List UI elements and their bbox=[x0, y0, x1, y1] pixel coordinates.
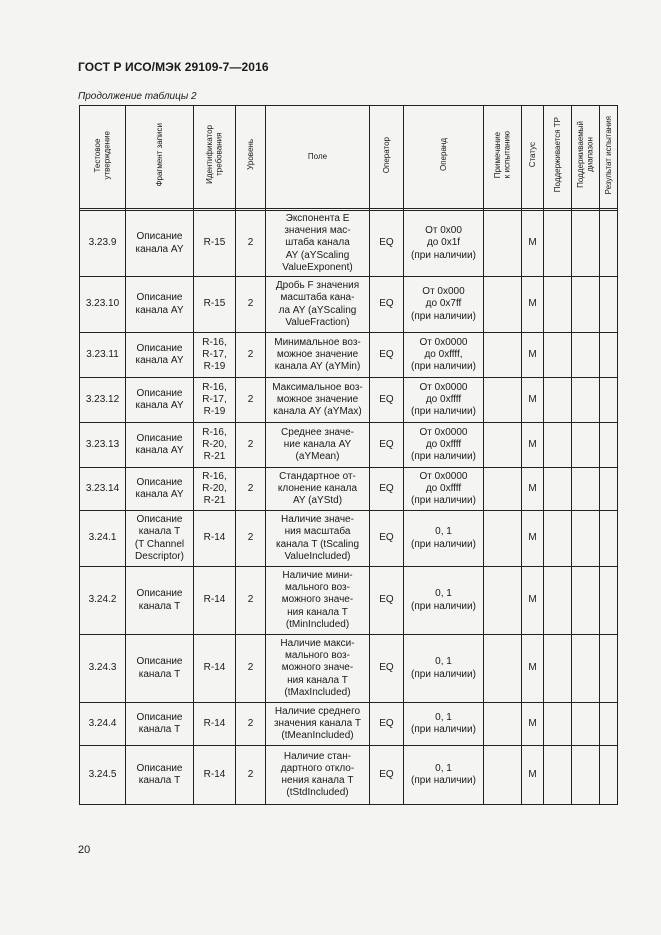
fragment-cell: Описание канала AY bbox=[126, 211, 194, 277]
field-cell: Наличие среднего значения канала T (tMeanIncluded) bbox=[266, 703, 370, 746]
test-id-cell: 3.23.13 bbox=[80, 423, 126, 468]
fragment-cell: Описание канала AY bbox=[126, 333, 194, 378]
tp-support-cell bbox=[544, 511, 572, 567]
note-cell bbox=[484, 746, 522, 805]
note-cell bbox=[484, 333, 522, 378]
requirement-id-cell: R-15 bbox=[194, 277, 236, 333]
table-row bbox=[80, 423, 618, 468]
requirement-id-cell: R-14 bbox=[194, 511, 236, 567]
note-cell bbox=[484, 423, 522, 468]
test-id-cell: 3.24.4 bbox=[80, 703, 126, 746]
operator-cell: EQ bbox=[370, 211, 404, 277]
result-cell bbox=[600, 211, 618, 277]
operator-cell: EQ bbox=[370, 277, 404, 333]
tp-support-cell bbox=[544, 567, 572, 635]
operator-cell: EQ bbox=[370, 746, 404, 805]
column-header bbox=[236, 106, 266, 209]
tp-support-cell bbox=[544, 423, 572, 468]
status-cell: M bbox=[522, 703, 544, 746]
test-id-cell: 3.24.1 bbox=[80, 511, 126, 567]
column-header bbox=[404, 106, 484, 209]
operator-cell: EQ bbox=[370, 378, 404, 423]
operator-cell: EQ bbox=[370, 635, 404, 703]
level-cell: 2 bbox=[236, 211, 266, 277]
range-cell bbox=[572, 378, 600, 423]
requirement-id-cell: R-16, R-20, R-21 bbox=[194, 423, 236, 468]
table-body bbox=[80, 211, 618, 805]
test-id-cell: 3.23.14 bbox=[80, 468, 126, 511]
operator-cell: EQ bbox=[370, 567, 404, 635]
column-header-label: Статус bbox=[527, 142, 537, 168]
fragment-cell: Описание канала AY bbox=[126, 423, 194, 468]
test-id-cell: 3.23.11 bbox=[80, 333, 126, 378]
note-cell bbox=[484, 277, 522, 333]
status-cell: M bbox=[522, 567, 544, 635]
column-header-label: Уровень bbox=[245, 139, 255, 171]
column-header bbox=[370, 106, 404, 209]
operand-cell: 0, 1 (при наличии) bbox=[404, 746, 484, 805]
range-cell bbox=[572, 511, 600, 567]
result-cell bbox=[600, 511, 618, 567]
result-cell bbox=[600, 468, 618, 511]
requirement-id-cell: R-14 bbox=[194, 703, 236, 746]
range-cell bbox=[572, 423, 600, 468]
result-cell bbox=[600, 277, 618, 333]
column-header bbox=[544, 106, 572, 209]
operand-cell: От 0x00 до 0x1f (при наличии) bbox=[404, 211, 484, 277]
tp-support-cell bbox=[544, 333, 572, 378]
status-cell: M bbox=[522, 211, 544, 277]
range-cell bbox=[572, 567, 600, 635]
field-cell: Стандартное от- клонение канала AY (aYStd) bbox=[266, 468, 370, 511]
requirement-id-cell: R-15 bbox=[194, 211, 236, 277]
tp-support-cell bbox=[544, 468, 572, 511]
status-cell: M bbox=[522, 468, 544, 511]
document-header: ГОСТ Р ИСО/МЭК 29109-7—2016 bbox=[78, 60, 269, 74]
tp-support-cell bbox=[544, 277, 572, 333]
column-header-label: Операнд bbox=[438, 138, 448, 172]
level-cell: 2 bbox=[236, 277, 266, 333]
operator-cell: EQ bbox=[370, 333, 404, 378]
column-header bbox=[600, 106, 618, 209]
fragment-cell: Описание канала T bbox=[126, 567, 194, 635]
result-cell bbox=[600, 703, 618, 746]
tp-support-cell bbox=[544, 703, 572, 746]
table-row bbox=[80, 635, 618, 703]
requirements-table bbox=[79, 105, 618, 805]
table-row bbox=[80, 277, 618, 333]
table-row bbox=[80, 211, 618, 277]
test-id-cell: 3.23.12 bbox=[80, 378, 126, 423]
note-cell bbox=[484, 703, 522, 746]
operand-cell: От 0x0000 до 0xffff (при наличии) bbox=[404, 378, 484, 423]
status-cell: M bbox=[522, 423, 544, 468]
column-header-label: Результат испытания bbox=[603, 115, 613, 195]
column-header bbox=[484, 106, 522, 209]
operand-cell: 0, 1 (при наличии) bbox=[404, 567, 484, 635]
note-cell bbox=[484, 468, 522, 511]
operand-cell: 0, 1 (при наличии) bbox=[404, 703, 484, 746]
table-row bbox=[80, 703, 618, 746]
note-cell bbox=[484, 211, 522, 277]
status-cell: M bbox=[522, 746, 544, 805]
field-cell: Наличие стан- дартного откло- нения канала T (tStdIncluded) bbox=[266, 746, 370, 805]
level-cell: 2 bbox=[236, 511, 266, 567]
column-header bbox=[194, 106, 236, 209]
tp-support-cell bbox=[544, 378, 572, 423]
note-cell bbox=[484, 378, 522, 423]
field-cell: Минимальное воз- можное значение канала AY (aYMin) bbox=[266, 333, 370, 378]
operand-cell: 0, 1 (при наличии) bbox=[404, 635, 484, 703]
test-id-cell: 3.24.2 bbox=[80, 567, 126, 635]
range-cell bbox=[572, 635, 600, 703]
field-cell: Экспонента E значения мас- штаба канала AY (aYScaling ValueExponent) bbox=[266, 211, 370, 277]
level-cell: 2 bbox=[236, 703, 266, 746]
column-header-label: Примечание к испытанию bbox=[493, 131, 512, 179]
operand-cell: От 0x0000 до 0xffff (при наличии) bbox=[404, 468, 484, 511]
operand-cell: От 0x0000 до 0xffff, (при наличии) bbox=[404, 333, 484, 378]
level-cell: 2 bbox=[236, 333, 266, 378]
table-row bbox=[80, 567, 618, 635]
level-cell: 2 bbox=[236, 378, 266, 423]
result-cell bbox=[600, 423, 618, 468]
column-header-label: Тестовое утверждение bbox=[93, 130, 112, 180]
note-cell bbox=[484, 511, 522, 567]
range-cell bbox=[572, 703, 600, 746]
table-row bbox=[80, 511, 618, 567]
fragment-cell: Описание канала T (T Channel Descriptor) bbox=[126, 511, 194, 567]
requirement-id-cell: R-14 bbox=[194, 567, 236, 635]
note-cell bbox=[484, 635, 522, 703]
column-header bbox=[522, 106, 544, 209]
column-header bbox=[572, 106, 600, 209]
table-row bbox=[80, 468, 618, 511]
column-header-label: Оператор bbox=[381, 136, 391, 173]
field-cell: Наличие макси- мального воз- можного значе- ния канала T (tMaxIncluded) bbox=[266, 635, 370, 703]
fragment-cell: Описание канала T bbox=[126, 746, 194, 805]
level-cell: 2 bbox=[236, 746, 266, 805]
requirement-id-cell: R-16, R-17, R-19 bbox=[194, 378, 236, 423]
result-cell bbox=[600, 746, 618, 805]
status-cell: M bbox=[522, 333, 544, 378]
fragment-cell: Описание канала AY bbox=[126, 277, 194, 333]
operand-cell: От 0x0000 до 0xffff (при наличии) bbox=[404, 423, 484, 468]
operator-cell: EQ bbox=[370, 703, 404, 746]
table-row bbox=[80, 378, 618, 423]
tp-support-cell bbox=[544, 635, 572, 703]
result-cell bbox=[600, 378, 618, 423]
range-cell bbox=[572, 211, 600, 277]
column-header bbox=[126, 106, 194, 209]
test-id-cell: 3.23.10 bbox=[80, 277, 126, 333]
column-header-label: Поле bbox=[307, 151, 328, 161]
tp-support-cell bbox=[544, 746, 572, 805]
column-header bbox=[266, 106, 370, 209]
range-cell bbox=[572, 468, 600, 511]
page-number: 20 bbox=[78, 844, 91, 856]
field-cell: Наличие мини- мального воз- можного значе- ния канала T (tMinIncluded) bbox=[266, 567, 370, 635]
operator-cell: EQ bbox=[370, 423, 404, 468]
range-cell bbox=[572, 277, 600, 333]
field-cell: Наличие значе- ния масштаба канала T (tScaling ValueIncluded) bbox=[266, 511, 370, 567]
requirement-id-cell: R-16, R-17, R-19 bbox=[194, 333, 236, 378]
result-cell bbox=[600, 333, 618, 378]
field-cell: Среднее значе- ние канала AY (aYMean) bbox=[266, 423, 370, 468]
tp-support-cell bbox=[544, 211, 572, 277]
table-row bbox=[80, 333, 618, 378]
fragment-cell: Описание канала AY bbox=[126, 468, 194, 511]
column-header-label: Фрагмент записи bbox=[154, 123, 164, 187]
table-row bbox=[80, 746, 618, 805]
table-caption: Продолжение таблицы 2 bbox=[78, 91, 197, 102]
table-header-row bbox=[80, 106, 618, 209]
field-cell: Дробь F значения масштаба кана- ла AY (aYScaling ValueFraction) bbox=[266, 277, 370, 333]
requirement-id-cell: R-16, R-20, R-21 bbox=[194, 468, 236, 511]
requirement-id-cell: R-14 bbox=[194, 635, 236, 703]
column-header bbox=[80, 106, 126, 209]
status-cell: M bbox=[522, 511, 544, 567]
field-cell: Максимальное воз- можное значение канала AY (aYMax) bbox=[266, 378, 370, 423]
range-cell bbox=[572, 746, 600, 805]
status-cell: M bbox=[522, 635, 544, 703]
operand-cell: От 0x000 до 0x7ff (при наличии) bbox=[404, 277, 484, 333]
level-cell: 2 bbox=[236, 423, 266, 468]
requirement-id-cell: R-14 bbox=[194, 746, 236, 805]
test-id-cell: 3.23.9 bbox=[80, 211, 126, 277]
operator-cell: EQ bbox=[370, 511, 404, 567]
column-header-label: Идентификатор требования bbox=[205, 125, 224, 185]
fragment-cell: Описание канала T bbox=[126, 703, 194, 746]
result-cell bbox=[600, 635, 618, 703]
operator-cell: EQ bbox=[370, 468, 404, 511]
operand-cell: 0, 1 (при наличии) bbox=[404, 511, 484, 567]
note-cell bbox=[484, 567, 522, 635]
test-id-cell: 3.24.5 bbox=[80, 746, 126, 805]
level-cell: 2 bbox=[236, 567, 266, 635]
status-cell: M bbox=[522, 378, 544, 423]
level-cell: 2 bbox=[236, 468, 266, 511]
column-header-label: Поддерживаемый диапазон bbox=[576, 121, 595, 189]
level-cell: 2 bbox=[236, 635, 266, 703]
result-cell bbox=[600, 567, 618, 635]
column-header-label: Поддерживается ТР bbox=[552, 117, 562, 193]
range-cell bbox=[572, 333, 600, 378]
test-id-cell: 3.24.3 bbox=[80, 635, 126, 703]
fragment-cell: Описание канала T bbox=[126, 635, 194, 703]
fragment-cell: Описание канала AY bbox=[126, 378, 194, 423]
status-cell: M bbox=[522, 277, 544, 333]
